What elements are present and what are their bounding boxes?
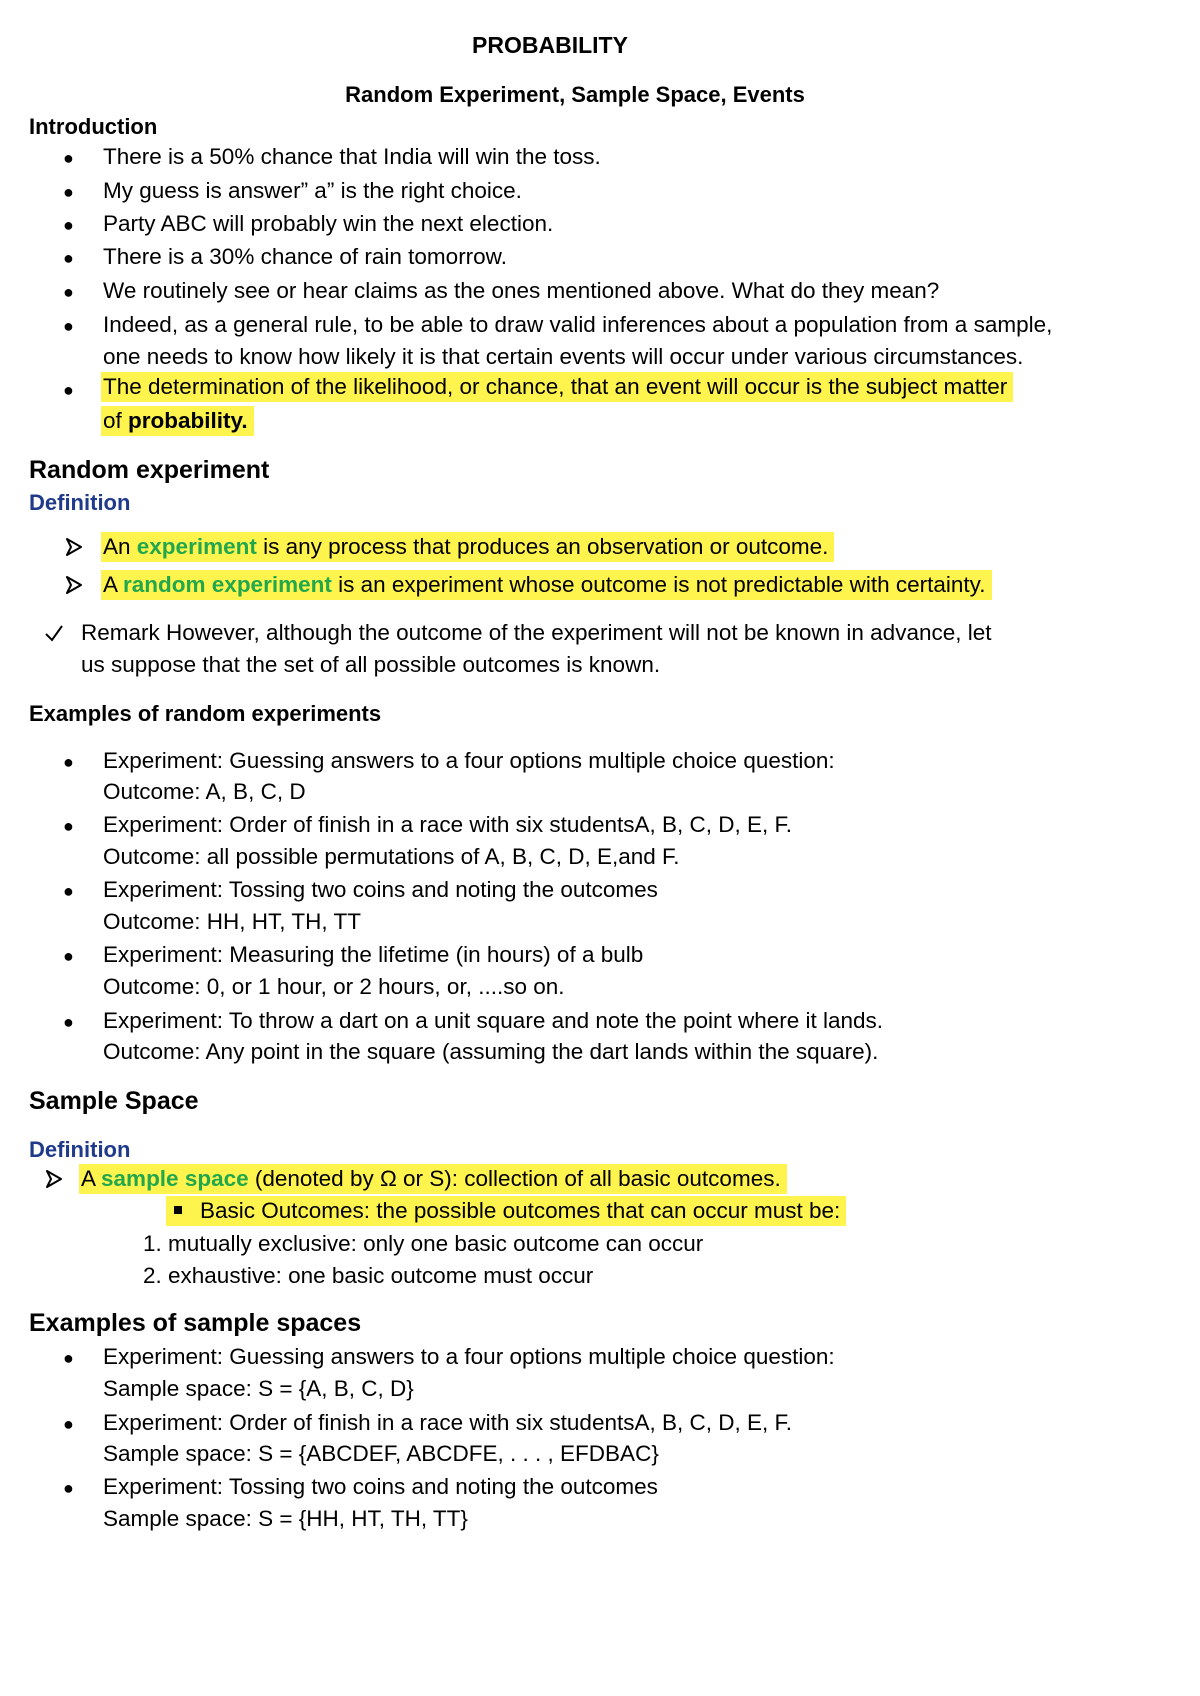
sample-space-text: Sample space: S = {A, B, C, D}	[103, 1376, 414, 1401]
bullet-icon: ●	[63, 1012, 74, 1032]
arrow-bullet-icon	[45, 1170, 63, 1188]
bullet-icon: ●	[63, 1478, 74, 1498]
bullet-icon: ●	[63, 946, 74, 966]
list-item: Indeed, as a general rule, to be able to draw valid inferences about a population from a sample,	[103, 312, 1053, 337]
basic-outcomes-text: Basic Outcomes: the possible outcomes that can occur must be:	[200, 1198, 841, 1223]
experiment-text: Experiment: Tossing two coins and noting the outcomes	[103, 1474, 658, 1499]
bullet-icon: ●	[63, 248, 74, 268]
square-bullet-icon	[174, 1206, 182, 1214]
sample-space-text: Sample space: S = {HH, HT, TH, TT}	[103, 1506, 468, 1531]
list-item: There is a 30% chance of rain tomorrow.	[103, 244, 507, 269]
term-random-experiment: random experiment	[123, 572, 332, 597]
highlight-line	[101, 570, 992, 600]
highlight-prefix: of	[103, 408, 129, 433]
experiment-text: Experiment: Guessing answers to a four options multiple choice question:	[103, 1344, 835, 1369]
highlighted-item	[101, 374, 1013, 400]
probability-term: probability.	[128, 408, 248, 433]
numbered-item: 1. mutually exclusive: only one basic outcome can occur	[143, 1231, 704, 1256]
experiment-text: Experiment: To throw a dart on a unit square and note the point where it lands.	[103, 1008, 884, 1033]
highlighted-item-continuation	[101, 408, 254, 434]
remark-text: Remark However, although the outcome of the experiment will not be known in advance, let	[81, 620, 992, 645]
list-item: My guess is answer” a” is the right choice.	[103, 178, 522, 203]
outcome-text: Outcome: all possible permutations of A, B, C, D, E,and F.	[103, 844, 680, 869]
def-prefix: A	[103, 572, 124, 597]
bullet-icon: ●	[63, 1348, 74, 1368]
def-suffix: is any process that produces an observation or outcome.	[256, 534, 829, 559]
definition-item	[101, 572, 992, 598]
definition-label: Definition	[29, 490, 131, 515]
bullet-icon: ●	[63, 215, 74, 235]
definition-label: Definition	[29, 1137, 131, 1162]
def-prefix: An	[103, 534, 137, 559]
bullet-icon: ●	[63, 881, 74, 901]
experiment-text: Experiment: Guessing answers to a four options multiple choice question:	[103, 748, 835, 773]
term-sample-space: sample space	[101, 1166, 249, 1191]
list-item: There is a 50% chance that India will win the toss.	[103, 144, 601, 169]
term-experiment: experiment	[136, 534, 257, 559]
outcome-text: Outcome: 0, or 1 hour, or 2 hours, or, ....so on.	[103, 974, 565, 999]
sample-space-text: Sample space: S = {ABCDEF, ABCDFE, . . . , EFDBAC}	[103, 1441, 659, 1466]
bullet-icon: ●	[63, 148, 74, 168]
outcome-text: Outcome: Any point in the square (assuming the dart lands within the square).	[103, 1039, 879, 1064]
definition-item	[79, 1166, 787, 1192]
experiment-text: Experiment: Tossing two coins and noting the outcomes	[103, 877, 658, 902]
outcome-text: Outcome: A, B, C, D	[103, 779, 306, 804]
definition-item	[101, 534, 834, 560]
highlight-line: The determination of the likelihood, or chance, that an event will occur is the subject matter	[101, 372, 1013, 402]
experiment-text: Experiment: Order of finish in a race with six studentsA, B, C, D, E, F.	[103, 812, 793, 837]
def-suffix: (denoted by Ω or S): collection of all basic outcomes.	[248, 1166, 781, 1191]
bullet-icon: ●	[63, 380, 74, 400]
list-item: Party ABC will probably win the next election.	[103, 211, 554, 236]
bullet-icon: ●	[63, 816, 74, 836]
def-prefix: A	[81, 1166, 102, 1191]
sub-item	[166, 1198, 846, 1224]
experiment-text: Experiment: Measuring the lifetime (in hours) of a bulb	[103, 942, 644, 967]
outcome-text: Outcome: HH, HT, TH, TT	[103, 909, 361, 934]
remark-text-continuation: us suppose that the set of all possible outcomes is known.	[81, 652, 661, 677]
random-experiment-heading: Random experiment	[29, 456, 270, 484]
highlight-line	[79, 1164, 787, 1194]
bullet-icon: ●	[63, 182, 74, 202]
page-title: PROBABILITY	[472, 32, 628, 58]
arrow-bullet-icon	[65, 538, 83, 556]
checkmark-icon	[44, 624, 64, 642]
highlight-line	[166, 1196, 846, 1226]
numbered-item: 2. exhaustive: one basic outcome must occur	[143, 1263, 594, 1288]
sample-space-heading: Sample Space	[29, 1087, 199, 1115]
list-item-continuation: one needs to know how likely it is that certain events will occur under various circumstances.	[103, 344, 1024, 369]
intro-heading: Introduction	[29, 114, 158, 139]
bullet-icon: ●	[63, 752, 74, 772]
highlight-line	[101, 532, 834, 562]
experiment-text: Experiment: Order of finish in a race with six studentsA, B, C, D, E, F.	[103, 1410, 793, 1435]
bullet-icon: ●	[63, 282, 74, 302]
list-item: We routinely see or hear claims as the ones mentioned above. What do they mean?	[103, 278, 940, 303]
examples-sample-heading: Examples of sample spaces	[29, 1309, 362, 1337]
examples-random-heading: Examples of random experiments	[29, 701, 382, 726]
bullet-icon: ●	[63, 1414, 74, 1434]
bullet-icon: ●	[63, 316, 74, 336]
highlight-line	[101, 406, 254, 436]
page-subtitle: Random Experiment, Sample Space, Events	[345, 82, 805, 107]
arrow-bullet-icon	[65, 576, 83, 594]
def-suffix: is an experiment whose outcome is not predictable with certainty.	[331, 572, 986, 597]
